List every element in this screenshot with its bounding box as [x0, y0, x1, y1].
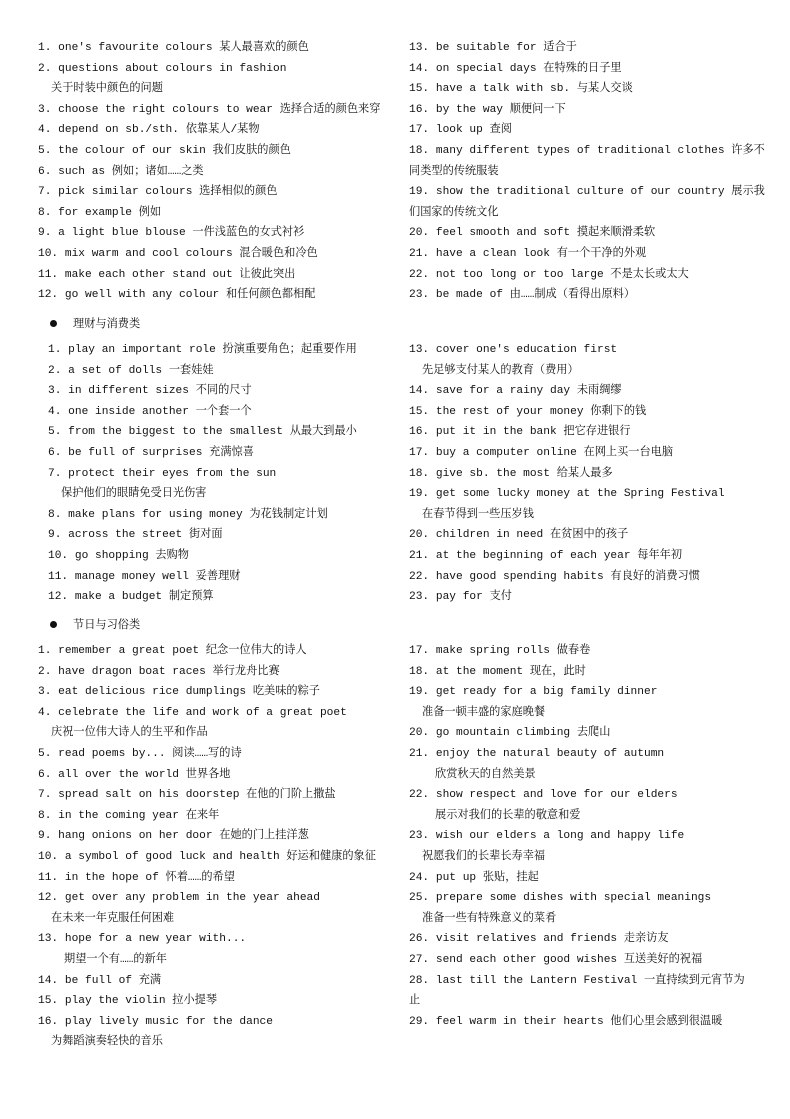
vocab-item [48, 381, 410, 402]
vocab-phrase: 9. a light blue blouse 一件浅蓝色的女式衬衫 [38, 227, 305, 240]
vocab-phrase: 16. by the way 顺便问一下 [409, 103, 566, 116]
vocab-item [409, 38, 759, 59]
vocab-phrase: 6. such as 例如；诸如……之类 [38, 165, 204, 178]
column-left [38, 38, 400, 306]
vocab-item [409, 340, 759, 381]
column-left [38, 641, 400, 1053]
vocab-item [38, 244, 400, 265]
vocab-item [409, 120, 759, 141]
vocab-translation: 止 [409, 995, 421, 1008]
vocab-translation: 先足够支付某人的教育（费用） [422, 364, 579, 377]
vocab-phrase: 16. play lively music for the dance [38, 1015, 273, 1028]
vocab-phrase: 18. at the moment 现在，此时 [409, 665, 586, 678]
vocab-phrase: 10. go shopping 去购物 [48, 549, 189, 562]
vocab-item [48, 402, 410, 423]
column-right [409, 340, 759, 608]
vocab-item [38, 868, 400, 889]
section-heading-festivals [50, 615, 140, 635]
vocab-item [48, 361, 410, 382]
vocab-phrase: 3. in different sizes 不同的尺寸 [48, 385, 252, 398]
vocab-item [409, 744, 759, 785]
vocab-translation: 期望一个有……的新年 [64, 953, 167, 966]
vocab-phrase: 7. protect their eyes from the sun [48, 467, 277, 480]
vocab-item [409, 443, 759, 464]
vocab-translation: 在春节得到一些压岁钱 [422, 508, 534, 521]
vocab-translation: 欣赏秋天的自然美景 [435, 768, 536, 781]
vocab-phrase: 5. the colour of our skin 我们皮肤的颜色 [38, 144, 291, 157]
vocab-item [38, 223, 400, 244]
vocab-item [48, 443, 410, 464]
vocab-phrase: 3. eat delicious rice dumplings 吃美味的粽子 [38, 686, 320, 699]
vocab-item [38, 141, 400, 162]
vocab-phrase: 4. one inside another 一个套一个 [48, 405, 252, 418]
vocab-phrase: 21. have a clean look 有一个干净的外观 [409, 247, 647, 260]
vocab-translation: 准备一些有特殊意义的菜肴 [422, 912, 557, 925]
vocab-phrase: 22. not too long or too large 不是太长或太大 [409, 268, 689, 281]
vocab-translation: 关于时装中颜色的问题 [51, 83, 163, 96]
vocab-item [409, 59, 759, 80]
column-right [409, 641, 759, 1032]
vocab-item [409, 402, 759, 423]
vocab-item [409, 567, 759, 588]
vocab-phrase: 19. get ready for a big family dinner [409, 686, 658, 699]
vocab-item [38, 744, 400, 765]
vocab-phrase: 28. last till the Lantern Festival 一直持续到元宵节为 [409, 974, 745, 987]
vocab-phrase: 22. show respect and love for our elders [409, 789, 678, 802]
vocab-phrase: 7. pick similar colours 选择相似的颜色 [38, 186, 278, 199]
bullet-icon [50, 621, 57, 628]
vocab-item [409, 422, 759, 443]
vocab-item [38, 765, 400, 786]
vocab-phrase: 17. make spring rolls 做春卷 [409, 645, 591, 657]
vocab-phrase: 8. in the coming year 在来年 [38, 809, 220, 822]
vocab-phrase: 14. be full of 充满 [38, 974, 162, 987]
vocab-translation: 同类型的传统服装 [409, 165, 499, 178]
vocab-phrase: 24. put up 张贴，挂起 [409, 871, 539, 884]
vocab-phrase: 11. in the hope of 怀着……的希望 [38, 871, 235, 884]
vocab-item [409, 641, 759, 662]
vocab-item [409, 464, 759, 485]
vocab-phrase: 22. have good spending habits 有良好的消费习惯 [409, 570, 700, 583]
vocab-item [409, 662, 759, 683]
vocab-phrase: 19. get some lucky money at the Spring Festival [409, 488, 725, 501]
vocab-item [409, 141, 765, 182]
vocab-phrase: 26. visit relatives and friends 走亲访友 [409, 933, 669, 946]
vocab-phrase: 4. depend on sb./sth. 依靠某人/某物 [38, 124, 260, 137]
vocab-item [409, 723, 759, 744]
vocab-phrase: 11. make each other stand out 让彼此突出 [38, 268, 296, 281]
vocab-phrase: 5. read poems by... 阅读……写的诗 [38, 747, 242, 760]
vocab-item [409, 785, 759, 826]
vocab-item [409, 100, 759, 121]
section-heading-finance [50, 314, 140, 334]
vocab-phrase: 13. be suitable for 适合于 [409, 42, 577, 54]
vocab-item [38, 182, 400, 203]
vocab-phrase: 23. pay for 支付 [409, 591, 512, 604]
vocab-phrase: 23. be made of 由……制成（看得出原料） [409, 289, 636, 302]
vocab-item [409, 182, 765, 223]
vocab-item [409, 950, 759, 971]
vocab-phrase: 2. a set of dolls 一套娃娃 [48, 364, 214, 377]
column-right [409, 38, 765, 306]
vocab-item [38, 703, 400, 744]
vocab-item [38, 682, 400, 703]
vocab-item [38, 971, 400, 992]
vocab-phrase: 19. show the traditional culture of our country 展示我 [409, 186, 765, 199]
bullet-icon [50, 320, 57, 327]
vocab-phrase: 14. save for a rainy day 未雨绸缪 [409, 385, 622, 398]
vocab-item [38, 991, 400, 1012]
vocab-phrase: 12. get over any problem in the year ahead [38, 892, 320, 905]
vocab-item [409, 265, 759, 286]
vocab-phrase: 1. one's favourite colours 某人最喜欢的颜色 [38, 42, 309, 54]
vocab-item [48, 464, 410, 505]
vocab-item [38, 265, 400, 286]
heading-text: 节日与习俗类 [73, 618, 141, 631]
vocab-item [38, 59, 400, 100]
vocab-phrase: 4. celebrate the life and work of a great poet [38, 706, 347, 719]
vocab-phrase: 20. feel smooth and soft 摸起来顺滑柔软 [409, 227, 656, 240]
vocab-item [409, 381, 759, 402]
vocab-item [409, 971, 759, 1012]
vocab-item [409, 1012, 759, 1033]
vocab-phrase: 1. play an important role 扮演重要角色；起重要作用 [48, 344, 357, 356]
vocab-phrase: 6. be full of surprises 充满惊喜 [48, 446, 254, 459]
vocab-item [48, 340, 410, 361]
column-left [48, 340, 410, 608]
vocab-phrase: 1. remember a great poet 纪念一位伟大的诗人 [38, 645, 307, 657]
vocab-item [409, 826, 759, 867]
vocab-phrase: 17. buy a computer online 在网上买一台电脑 [409, 446, 674, 459]
vocab-item [38, 806, 400, 827]
vocab-item [409, 244, 759, 265]
vocab-item [38, 929, 400, 970]
vocab-phrase: 29. feel warm in their hearts 他们心里会感到很温暖 [409, 1015, 723, 1028]
vocab-phrase: 3. choose the right colours to wear 选择合适的颜色来穿 [38, 103, 381, 116]
vocab-item [48, 505, 410, 526]
vocab-phrase: 5. from the biggest to the smallest 从最大到最小 [48, 426, 357, 439]
vocab-item [409, 525, 759, 546]
vocab-phrase: 14. on special days 在特殊的日子里 [409, 62, 622, 75]
vocab-phrase: 27. send each other good wishes 互送美好的祝福 [409, 953, 703, 966]
vocab-phrase: 2. have dragon boat races 举行龙舟比赛 [38, 665, 280, 678]
vocab-translation: 准备一顿丰盛的家庭晚餐 [422, 706, 546, 719]
vocab-phrase: 16. put it in the bank 把它存进银行 [409, 426, 631, 439]
vocab-item [48, 422, 410, 443]
vocab-translation: 们国家的传统文化 [409, 206, 499, 219]
vocab-phrase: 18. many different types of traditional clothes 许多不 [409, 144, 765, 157]
vocab-item [48, 546, 410, 567]
vocab-item [38, 38, 400, 59]
vocab-phrase: 9. hang onions on her door 在她的门上挂洋葱 [38, 830, 309, 843]
vocab-translation: 为舞蹈演奏轻快的音乐 [51, 1036, 163, 1049]
vocab-item [409, 929, 759, 950]
vocab-phrase: 9. across the street 街对面 [48, 529, 223, 542]
vocab-item [409, 484, 759, 525]
vocab-item [38, 162, 400, 183]
vocab-item [48, 587, 410, 608]
vocab-item [38, 826, 400, 847]
vocab-item [38, 785, 400, 806]
vocab-phrase: 15. the rest of your money 你剩下的钱 [409, 405, 647, 418]
vocab-translation: 祝愿我们的长辈长寿幸福 [422, 850, 546, 863]
vocab-phrase: 6. all over the world 世界各地 [38, 768, 231, 781]
vocab-phrase: 15. have a talk with sb. 与某人交谈 [409, 83, 633, 96]
vocab-item [409, 285, 759, 306]
vocab-phrase: 17. look up 查阅 [409, 124, 512, 137]
vocab-phrase: 7. spread salt on his doorstep 在他的门阶上撒盐 [38, 789, 336, 802]
heading-text: 理财与消费类 [73, 317, 141, 330]
vocab-item [409, 682, 759, 723]
vocab-item [38, 641, 400, 662]
vocab-item [409, 79, 759, 100]
vocab-phrase: 15. play the violin 拉小提琴 [38, 995, 218, 1008]
vocab-item [409, 587, 759, 608]
vocab-item [38, 847, 400, 868]
vocab-item [409, 546, 759, 567]
vocab-item [38, 203, 400, 224]
vocab-phrase: 20. go mountain climbing 去爬山 [409, 727, 611, 740]
vocab-translation: 在未来一年克服任何困难 [51, 912, 175, 925]
vocab-phrase: 8. for example 例如 [38, 206, 162, 219]
vocab-phrase: 11. manage money well 妥善理财 [48, 570, 241, 583]
vocab-translation: 保护他们的眼睛免受日光伤害 [61, 488, 207, 501]
vocab-phrase: 21. enjoy the natural beauty of autumn [409, 747, 665, 760]
vocab-translation: 展示对我们的长辈的敬意和爱 [435, 809, 581, 822]
vocab-phrase: 10. a symbol of good luck and health 好运和健康的象征 [38, 850, 376, 863]
vocab-phrase: 25. prepare some dishes with special meanings [409, 892, 712, 905]
vocab-phrase: 8. make plans for using money 为花钱制定计划 [48, 508, 328, 521]
vocab-item [38, 888, 400, 929]
vocab-item [38, 120, 400, 141]
vocab-phrase: 12. go well with any colour 和任何颜色都相配 [38, 289, 316, 302]
vocab-phrase: 20. children in need 在贫困中的孩子 [409, 529, 629, 542]
vocab-item [38, 1012, 400, 1053]
vocab-phrase: 23. wish our elders a long and happy life [409, 830, 685, 843]
vocab-phrase: 13. cover one's education first [409, 344, 618, 356]
vocab-phrase: 13. hope for a new year with... [38, 933, 247, 946]
vocab-phrase: 10. mix warm and cool colours 混合暖色和冷色 [38, 247, 318, 260]
vocab-item [409, 868, 759, 889]
vocab-item [409, 223, 759, 244]
vocab-item [38, 100, 400, 121]
vocab-item [38, 285, 400, 306]
vocab-phrase: 12. make a budget 制定预算 [48, 591, 214, 604]
vocab-item [38, 662, 400, 683]
vocab-item [409, 888, 759, 929]
vocab-item [48, 525, 410, 546]
vocab-phrase: 18. give sb. the most 给某人最多 [409, 467, 613, 480]
vocab-item [48, 567, 410, 588]
vocab-phrase: 2. questions about colours in fashion [38, 62, 287, 75]
vocab-phrase: 21. at the beginning of each year 每年年初 [409, 549, 683, 562]
vocab-translation: 庆祝一位伟大诗人的生平和作品 [51, 727, 208, 740]
